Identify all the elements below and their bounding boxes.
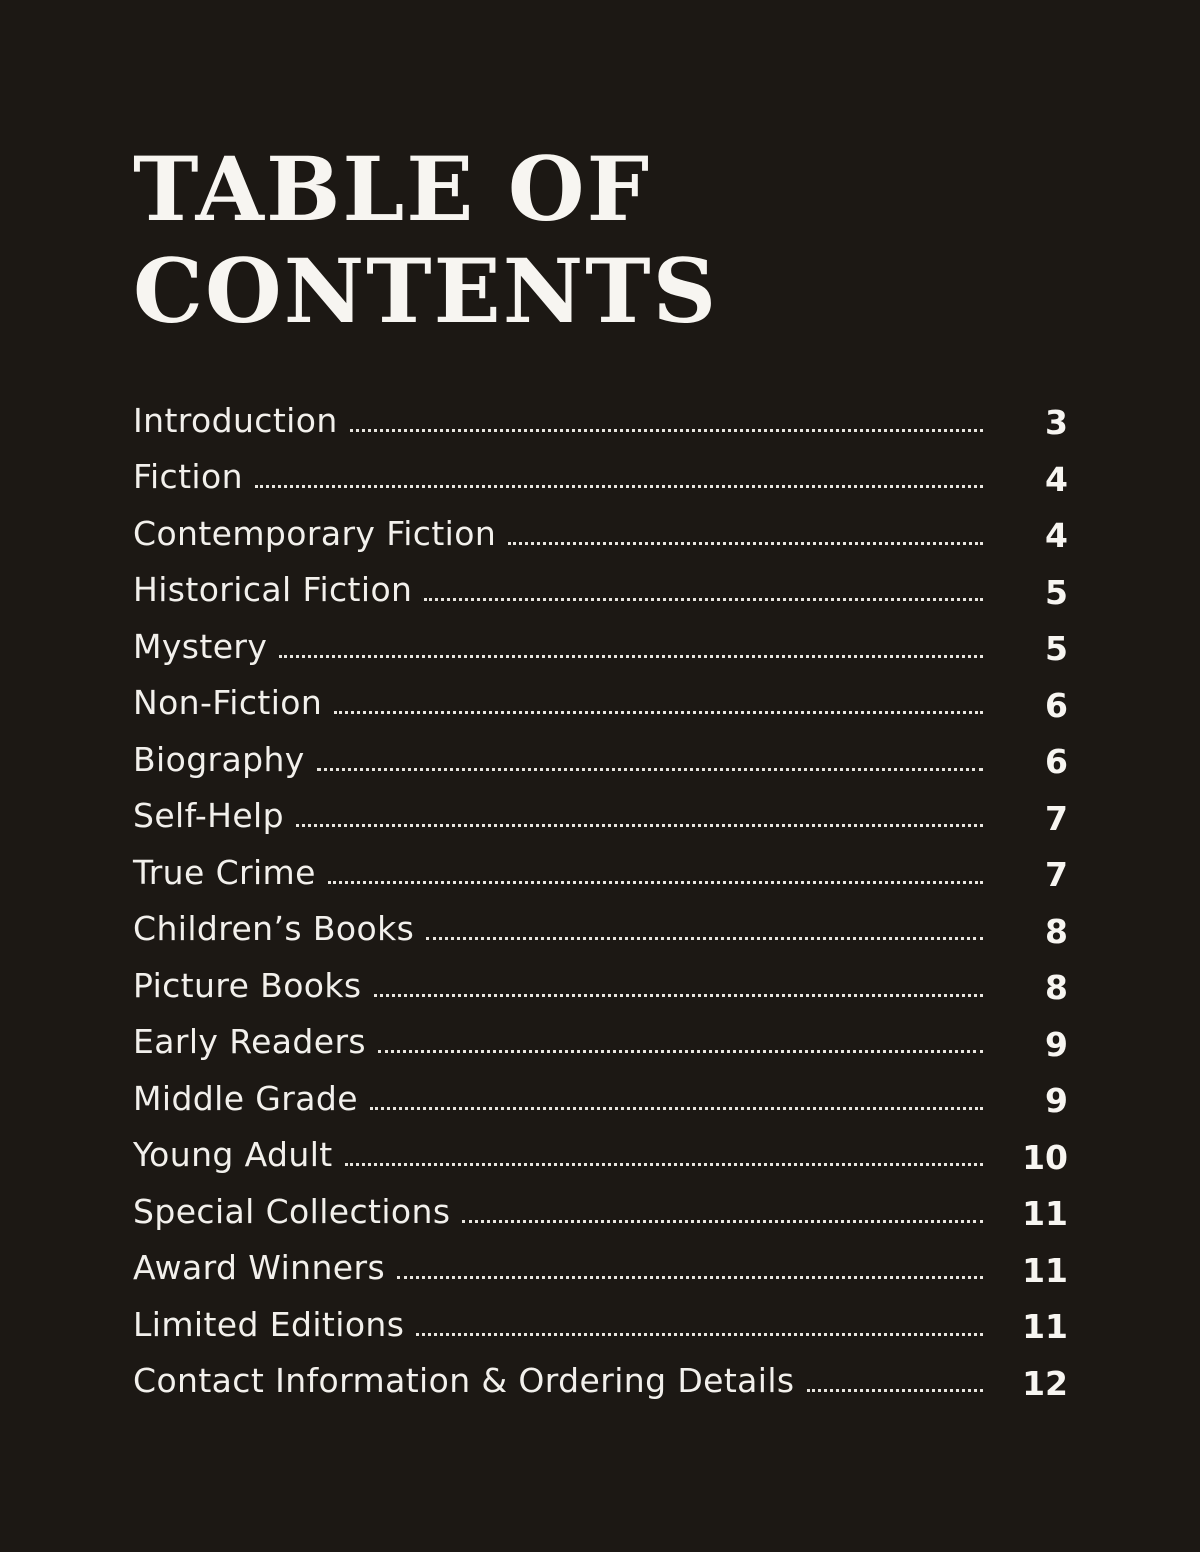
toc-entry-label: Special Collections <box>133 1191 451 1231</box>
toc-entry-label: Fiction <box>133 457 243 497</box>
dot-leader <box>508 540 983 545</box>
toc-entry-label: Award Winners <box>133 1248 386 1288</box>
toc-entry-page-number: 6 <box>1045 742 1068 782</box>
toc-entry-mystery[interactable] <box>133 618 1068 675</box>
toc-entry-introduction[interactable] <box>133 392 1068 449</box>
toc-entry-childrens-books[interactable] <box>133 901 1068 958</box>
toc-entry-label: Historical Fiction <box>133 570 413 610</box>
toc-entry-self-help[interactable] <box>133 788 1068 845</box>
toc-entry-contact-information[interactable] <box>133 1353 1068 1410</box>
dot-leader <box>378 1048 983 1053</box>
dot-leader <box>255 483 983 488</box>
toc-entry-page-number: 5 <box>1045 572 1068 612</box>
toc-entry-true-crime[interactable] <box>133 844 1068 901</box>
toc-entry-page-number: 9 <box>1045 1081 1068 1121</box>
toc-entry-page-number: 10 <box>1022 1137 1068 1177</box>
dot-leader <box>426 935 983 940</box>
page-title-line-1: TABLE OF <box>133 137 652 241</box>
dot-leader <box>416 1331 983 1336</box>
toc-entry-early-readers[interactable] <box>133 1014 1068 1071</box>
toc-entry-limited-editions[interactable] <box>133 1296 1068 1353</box>
toc-entry-label: Picture Books <box>133 965 362 1005</box>
toc-entry-contemporary-fiction[interactable] <box>133 505 1068 562</box>
toc-entry-label: Non-Fiction <box>133 683 323 723</box>
toc-entry-young-adult[interactable] <box>133 1127 1068 1184</box>
toc-entry-page-number: 11 <box>1022 1307 1068 1347</box>
toc-entry-page-number: 9 <box>1045 1024 1068 1064</box>
dot-leader <box>397 1274 983 1279</box>
dot-leader <box>317 766 983 771</box>
toc-entry-page-number: 11 <box>1022 1250 1068 1290</box>
dot-leader <box>462 1218 983 1223</box>
toc-entry-label: True Crime <box>133 852 316 892</box>
toc-entry-page-number: 3 <box>1045 403 1068 443</box>
toc-entry-label: Mystery <box>133 626 268 666</box>
toc-entry-non-fiction[interactable] <box>133 675 1068 732</box>
toc-entry-picture-books[interactable] <box>133 957 1068 1014</box>
dot-leader <box>370 1105 983 1110</box>
dot-leader <box>424 596 983 601</box>
toc-entry-page-number: 7 <box>1045 855 1068 895</box>
toc-entry-label: Contemporary Fiction <box>133 513 497 553</box>
dot-leader <box>334 709 983 714</box>
dot-leader <box>296 822 983 827</box>
toc-entry-page-number: 8 <box>1045 968 1068 1008</box>
toc-entry-middle-grade[interactable] <box>133 1070 1068 1127</box>
toc-entry-page-number: 8 <box>1045 911 1068 951</box>
toc-entry-label: Limited Editions <box>133 1304 405 1344</box>
dot-leader <box>328 879 983 884</box>
toc-entry-page-number: 6 <box>1045 685 1068 725</box>
toc-entry-label: Early Readers <box>133 1022 367 1062</box>
page-title-line-2: CONTENTS <box>133 239 719 343</box>
toc-entry-label: Introduction <box>133 400 338 440</box>
dot-leader <box>279 653 983 658</box>
toc-entry-special-collections[interactable] <box>133 1183 1068 1240</box>
toc-entry-biography[interactable] <box>133 731 1068 788</box>
dot-leader <box>374 992 983 997</box>
toc-entry-label: Young Adult <box>133 1135 333 1175</box>
toc-entry-award-winners[interactable] <box>133 1240 1068 1297</box>
dot-leader <box>345 1161 983 1166</box>
toc-entry-historical-fiction[interactable] <box>133 562 1068 619</box>
toc-entry-page-number: 11 <box>1022 1194 1068 1234</box>
page-title <box>133 138 718 342</box>
toc-entry-label: Self-Help <box>133 796 284 836</box>
toc-entry-fiction[interactable] <box>133 449 1068 506</box>
toc-entry-page-number: 12 <box>1022 1363 1068 1403</box>
dot-leader <box>807 1387 983 1392</box>
toc-entry-label: Contact Information & Ordering Details <box>133 1361 795 1401</box>
toc-entry-page-number: 4 <box>1045 459 1068 499</box>
table-of-contents <box>133 392 1068 1409</box>
toc-entry-page-number: 5 <box>1045 629 1068 669</box>
toc-entry-page-number: 7 <box>1045 798 1068 838</box>
toc-entry-label: Biography <box>133 739 305 779</box>
dot-leader <box>350 427 983 432</box>
toc-entry-label: Middle Grade <box>133 1078 358 1118</box>
toc-entry-label: Children’s Books <box>133 909 415 949</box>
toc-entry-page-number: 4 <box>1045 516 1068 556</box>
